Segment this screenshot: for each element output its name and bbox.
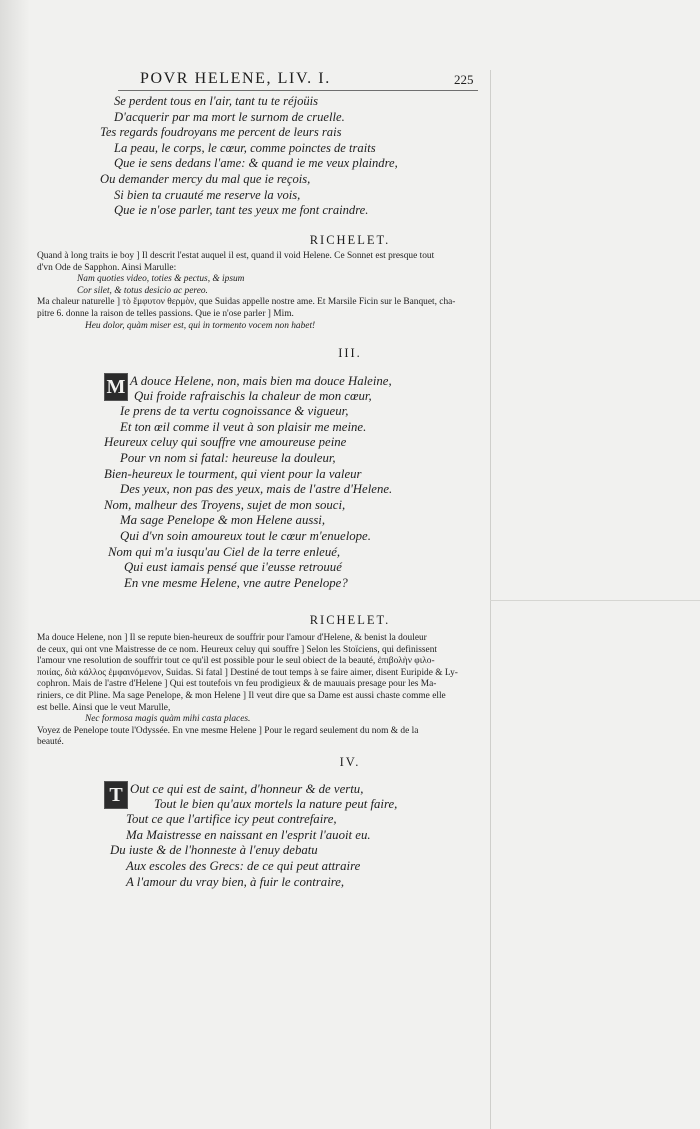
sonnet-number: III. bbox=[338, 346, 362, 360]
commentary-line: de ceux, qui ont vne Maistresse de ce nom. Heureux celuy qui souffre ] Selon les Stoïciens, qui definissent bbox=[37, 644, 437, 655]
commentary-line: l'amour vne resolution de souffrir tout ce qu'il est possible pour le seul obiect de la beauté, ἐπιβολὴν φιλο- bbox=[37, 656, 435, 667]
commentary-line: Voyez de Penelope toute l'Odyssée. En vne mesme Helene ] Pour le regard seulement du nom & de la bbox=[37, 725, 419, 736]
commentary-line: beauté. bbox=[37, 737, 64, 748]
running-title: POVR HELENE, LIV. I. bbox=[140, 70, 331, 87]
verse-line: Tout le bien qu'aux mortels la nature peut faire, bbox=[154, 796, 398, 811]
commentary-line: Ma chaleur naturelle ] τὸ ἔμφυτον θερμὸν, que Suidas appelle nostre ame. Et Marsile Ficin sur le Banquet, cha- bbox=[37, 297, 456, 308]
verse-line: Que ie n'ose parler, tant tes yeux me font craindre. bbox=[114, 203, 369, 218]
verse-line: Qui d'vn soin amoureux tout le cœur m'enuelope. bbox=[120, 528, 371, 543]
verse-line: Qui froide rafraischis la chaleur de mon cœur, bbox=[134, 388, 372, 403]
verse-line: Aux escoles des Grecs: de ce qui peut attraire bbox=[126, 858, 361, 873]
verse-line: Si bien ta cruauté me reserve la vois, bbox=[114, 187, 301, 202]
verse-line: Pour vn nom si fatal: heureuse la douleur, bbox=[120, 450, 336, 465]
verse-text: A douce Helene, non, mais bien ma douce Haleine, bbox=[130, 374, 392, 388]
commentary-line: cophron. Mais de l'astre d'Helene ] Qui est toutefois vn feu prodigieux & de mauuais presage pour les Ma- bbox=[37, 679, 437, 690]
verse-line: Tes regards foudroyans me percent de leurs rais bbox=[100, 125, 342, 140]
verse-line: Et ton œil comme il veut à son plaisir me meine. bbox=[120, 419, 367, 434]
commentary-line: est belle. Ainsi que le veut Marulle, bbox=[37, 702, 171, 713]
verse-line: Que ie sens dedans l'ame: & quand ie me veux plaindre, bbox=[114, 156, 398, 171]
verse-line: Nom qui m'a iusqu'au Ciel de la terre enleué, bbox=[108, 544, 341, 559]
quotation-line: Nec formosa magis quàm mihi casta places. bbox=[85, 714, 251, 725]
verse-line: A l'amour du vray bien, à fuir le contraire, bbox=[126, 874, 345, 889]
verse-line: La peau, le corps, le cœur, comme poinctes de traits bbox=[114, 140, 376, 155]
verse-line: Ie prens de ta vertu cognoissance & vigueur, bbox=[120, 404, 349, 419]
poem-top bbox=[100, 94, 398, 219]
page-number: 225 bbox=[454, 72, 474, 87]
verse-line: Tout ce que l'artifice icy peut contrefaire, bbox=[126, 812, 337, 827]
quotation-line: Nam quoties video, toties & pectus, & ipsum bbox=[77, 274, 245, 285]
page-edge-line-horizontal bbox=[490, 600, 700, 601]
sonnet-4 bbox=[104, 781, 397, 890]
verse-line: Ma Maistresse en naissant en l'esprit l'auoit eu. bbox=[126, 827, 371, 842]
page-shadow bbox=[0, 0, 30, 1129]
dropcap-initial: T bbox=[104, 781, 128, 809]
commentary-line: riniers, ce dit Pline. Ma sage Penelope, & mon Helene ] Il veut dire que sa Dame est aussi chaste comme elle bbox=[37, 690, 446, 701]
commentary-2 bbox=[37, 633, 482, 749]
commentary-line: pitre 6. donne la raison de telles passions. Que ie n'ose parler ] Mim. bbox=[37, 308, 294, 319]
sonnet-number: IV. bbox=[339, 755, 361, 769]
commentary-line: d'vn Ode de Sapphon. Ainsi Marulle: bbox=[37, 262, 177, 273]
commentary-line: Quand à long traits ie boy ] Il descrit l'estat auquel il est, quand il void Helene. Ce Sonnet est presque tout bbox=[37, 251, 435, 261]
page-header bbox=[0, 70, 700, 92]
commentary-heading: RICHELET. bbox=[309, 233, 391, 247]
commentary-line: Ma douce Helene, non ] Il se repute bien-heureux de souffrir pour l'amour d'Helene, & benist la douleur bbox=[37, 633, 427, 643]
verse-line: Nom, malheur des Troyens, sujet de mon souci, bbox=[104, 497, 346, 512]
verse-line: Qui eust iamais pensé que i'eusse retrouué bbox=[124, 560, 342, 575]
verse-text: Out ce qui est de saint, d'honneur & de vertu, bbox=[130, 782, 364, 796]
verse-line: En vne mesme Helene, vne autre Penelope? bbox=[124, 575, 348, 590]
commentary-heading: RICHELET. bbox=[309, 613, 391, 627]
dropcap-initial: M bbox=[104, 373, 128, 401]
verse-line: Heureux celuy qui souffre vne amoureuse peine bbox=[104, 435, 347, 450]
verse-line: Du iuste & de l'honneste à l'enuy debatu bbox=[110, 843, 318, 858]
sonnet-3 bbox=[104, 373, 392, 591]
commentary-1 bbox=[37, 251, 482, 332]
verse-line: Se perdent tous en l'air, tant tu te réjoüis bbox=[114, 94, 319, 108]
verse-line: Ma sage Penelope & mon Helene aussi, bbox=[120, 513, 326, 528]
verse-line: D'acquerir par ma mort le surnom de cruelle. bbox=[114, 109, 345, 124]
verse-line: Bien-heureux le tourment, qui vient pour la valeur bbox=[104, 466, 362, 481]
commentary-line: ποιίας, διὰ κάλλος ἐμφαινόμενον, Suidas. Si fatal ] Destiné de tout temps à se faire aimer, disent Euripide & Ly- bbox=[37, 667, 458, 678]
quotation-line: Cor silet, & totus desicio ac pereo. bbox=[77, 285, 208, 296]
verse-line: Ou demander mercy du mal que ie reçois, bbox=[100, 171, 311, 186]
quotation-line: Heu dolor, quàm miser est, qui in tormento vocem non habet! bbox=[85, 320, 316, 331]
verse-line: Des yeux, non pas des yeux, mais de l'astre d'Helene. bbox=[120, 482, 393, 497]
header-rule bbox=[118, 90, 478, 91]
